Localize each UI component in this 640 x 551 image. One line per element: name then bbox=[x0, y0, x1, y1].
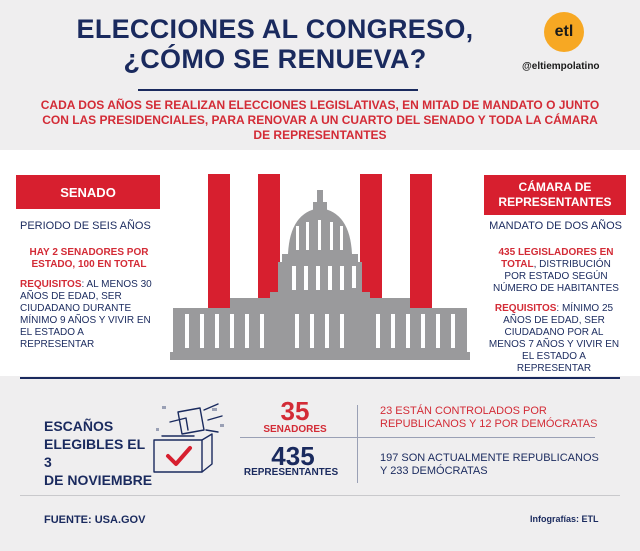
footer-divider bbox=[20, 495, 620, 496]
camara-requisitos bbox=[488, 303, 620, 375]
ballot-box-icon bbox=[148, 400, 238, 480]
camara-mandato: MANDATO DE DOS AÑOS bbox=[489, 220, 622, 232]
social-handle: @eltiempolatino bbox=[522, 61, 600, 72]
senadores-label: SENADORES bbox=[263, 424, 327, 435]
credit-text: Infografías: ETL bbox=[530, 514, 599, 524]
title-line-2: ¿CÓMO SE RENUEVA? bbox=[123, 44, 427, 74]
stats-horizontal-divider bbox=[240, 437, 595, 438]
camara-composicion-red: 435 LEGISLADORES EN TOTAL bbox=[498, 247, 614, 270]
checkmark-icon bbox=[168, 448, 190, 464]
senado-requisitos-text: : AL MENOS 30 AÑOS DE EDAD, SER CIUDADANO DURANTE MÍNIMO 9 AÑOS Y VIVIR EN EL ESTADO A REPRESENTAR bbox=[20, 279, 152, 350]
section-divider bbox=[20, 377, 620, 379]
escanos-line-2: ELEGIBLES EL 3 bbox=[44, 436, 145, 470]
senado-periodo: PERIODO DE SEIS AÑOS bbox=[20, 220, 151, 232]
camara-composicion bbox=[492, 247, 620, 295]
senado-requisitos bbox=[20, 279, 160, 351]
camara-requisitos-label: REQUISITOS bbox=[494, 303, 557, 314]
camara-heading-line-1: CÁMARA DE bbox=[518, 180, 592, 194]
title-line-1: ELECCIONES AL CONGRESO, bbox=[76, 14, 474, 44]
camara-requisitos-text: : MÍNIMO 25 AÑOS DE EDAD, SER CIUDADANO POR AL MENOS 7 AÑOS Y VIVIR EN EL ESTADO A REPRESENTAR bbox=[488, 303, 620, 374]
etl-logo bbox=[544, 12, 584, 52]
logo-text: etl bbox=[554, 23, 574, 40]
page-title bbox=[40, 14, 510, 74]
camara-composicion-rest: , DISTRIBUCIÓN POR ESTADO SEGÚN NÚMERO DE HABITANTES bbox=[493, 259, 619, 294]
senado-composicion: HAY 2 SENADORES POR ESTADO, 100 EN TOTAL bbox=[29, 247, 149, 270]
senado-requisitos-label: REQUISITOS bbox=[20, 279, 82, 290]
camara-heading bbox=[484, 175, 626, 215]
stats-vertical-divider bbox=[357, 405, 358, 483]
source-text: FUENTE: USA.GOV bbox=[44, 514, 146, 526]
escanos-heading bbox=[44, 417, 154, 489]
senadores-count: 35 bbox=[280, 396, 310, 426]
senado-heading bbox=[16, 175, 160, 209]
intro-text: CADA DOS AÑOS SE REALIZAN ELECCIONES LEGISLATIVAS, EN MITAD DE MANDATO O JUNTO CON LAS PRESIDENCIALES, PARA RENOVAR A UN CUARTO DEL SENADO Y TODA LA CÁMARA DE REPRESENTANTES bbox=[40, 98, 600, 142]
camara-heading-line-2: REPRESENTANTES bbox=[498, 195, 612, 209]
representantes-label: REPRESENTANTES bbox=[243, 467, 339, 478]
escanos-line-1: ESCAÑOS bbox=[44, 418, 114, 434]
title-divider bbox=[138, 89, 418, 91]
senadores-description: 23 ESTÁN CONTROLADOS POR REPUBLICANOS Y 12 POR DEMÓCRATAS bbox=[380, 405, 598, 430]
senado-heading-label: SENADO bbox=[60, 184, 116, 200]
escanos-line-3: DE NOVIEMBRE bbox=[44, 472, 153, 488]
representantes-description: 197 SON ACTUALMENTE REPUBLICANOS Y 233 DEMÓCRATAS bbox=[380, 452, 599, 477]
representantes-count: 435 bbox=[271, 441, 315, 471]
capitol-illustration bbox=[170, 162, 470, 367]
